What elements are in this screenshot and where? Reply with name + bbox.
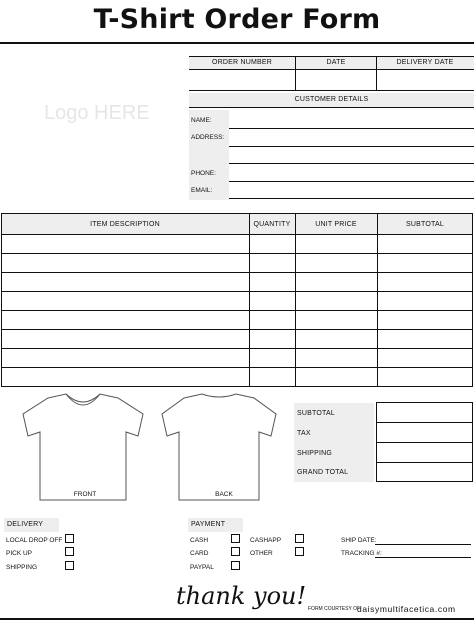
address-label: ADDRESS: [191,134,225,141]
page-title: T-Shirt Order Form [93,4,381,35]
shipping-value-field[interactable] [376,462,473,463]
delivery-option-pickup: PICK UP [6,550,33,557]
payment-cashapp-checkbox[interactable] [295,534,304,543]
totals-subtotal-label: SUBTOTAL [297,410,335,417]
thank-you-text: thank you! [176,582,307,610]
phone-field[interactable] [229,181,474,182]
table-row[interactable] [1,348,473,367]
delivery-date-label: DELIVERY DATE [396,59,454,66]
ship-date-field[interactable] [375,544,471,545]
col-subtotal: SUBTOTAL [406,221,444,228]
col-unit-price: UNIT PRICE [315,221,357,228]
credit-prefix: FORM COURTESY OF: [308,606,362,612]
delivery-pickup-checkbox[interactable] [65,547,74,556]
tshirt-front-icon [18,392,158,504]
payment-option-other: OTHER [250,550,273,557]
logo-placeholder: Logo HERE [44,102,150,124]
email-field[interactable] [229,198,474,199]
delivery-local-checkbox[interactable] [65,534,74,543]
delivery-heading: DELIVERY [7,521,44,528]
back-label: BACK [215,491,233,498]
payment-other-checkbox[interactable] [295,547,304,556]
tshirt-back-icon [154,392,284,504]
order-number-label: ORDER NUMBER [212,59,272,66]
table-row[interactable] [1,234,473,253]
payment-option-paypal: PAYPAL [190,564,214,571]
table-row[interactable] [1,291,473,310]
address-field-1[interactable] [229,146,474,147]
col-item-description: ITEM DESCRIPTION [90,221,160,228]
payment-cash-checkbox[interactable] [231,534,240,543]
name-label: NAME: [191,117,212,124]
ship-date-label: SHIP DATE: [341,537,377,544]
subtotal-value-field[interactable] [376,422,473,423]
table-row[interactable] [1,367,473,386]
delivery-shipping-checkbox[interactable] [65,561,74,570]
footer-line [0,618,474,620]
address-field-2[interactable] [229,163,474,164]
payment-card-checkbox[interactable] [231,547,240,556]
tax-value-field[interactable] [376,442,473,443]
credit-site: daisymultifacetica.com [357,604,456,614]
table-row[interactable] [1,272,473,291]
totals-tax-label: TAX [297,430,311,437]
email-label: EMAIL: [191,187,213,194]
totals-shipping-label: SHIPPING [297,450,333,457]
payment-option-card: CARD [190,550,209,557]
payment-option-cash: CASH [190,537,209,544]
tracking-field[interactable] [375,557,471,558]
col-quantity: QUANTITY [253,221,291,228]
table-row[interactable] [1,310,473,329]
payment-paypal-checkbox[interactable] [231,561,240,570]
table-row[interactable] [1,329,473,348]
date-label: DATE [326,59,346,66]
payment-option-cashapp: CASHAPP [250,537,282,544]
payment-heading: PAYMENT [191,521,226,528]
order-info-input-row[interactable] [189,70,474,90]
delivery-option-shipping: SHIPPING [6,564,38,571]
phone-label: PHONE: [191,170,216,177]
front-label: FRONT [73,491,97,498]
table-row[interactable] [1,253,473,272]
totals-grand-total-label: GRAND TOTAL [297,469,349,476]
title-underline [0,42,474,44]
tracking-label: TRACKING #: [341,550,382,557]
name-field[interactable] [229,128,474,129]
delivery-option-local: LOCAL DROP OFF [6,537,63,544]
customer-details-heading: CUSTOMER DETAILS [294,96,369,103]
